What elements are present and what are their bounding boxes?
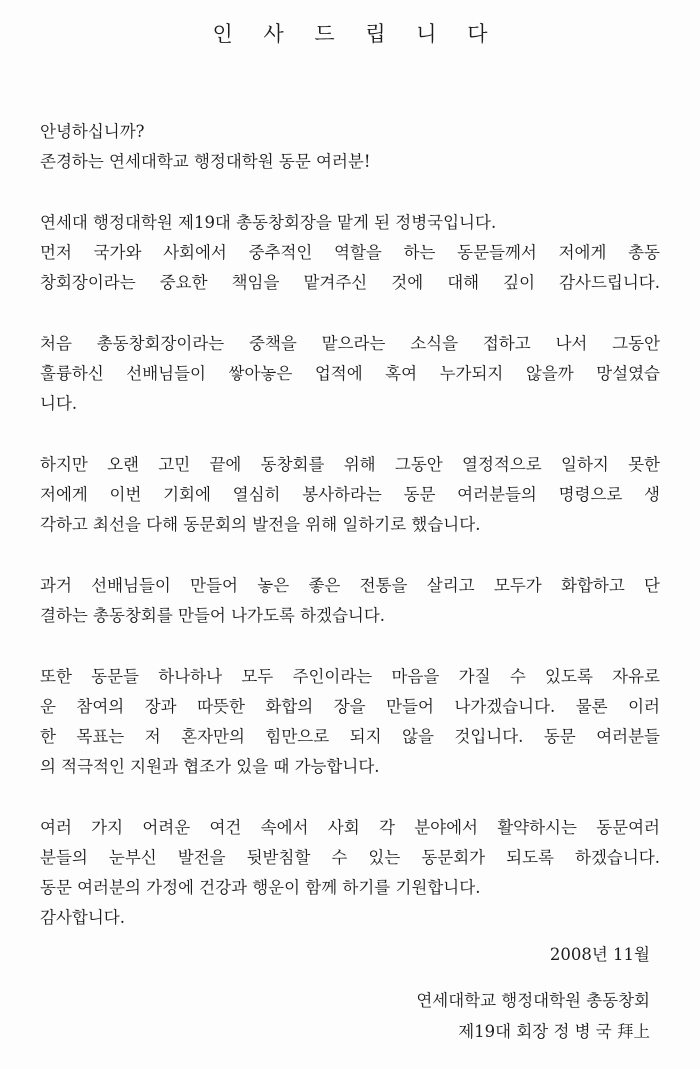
- paragraph-line: 창회장이라는 중요한 책임을 맡겨주신 것에 대해 깊이 감사드립니다.: [40, 273, 660, 292]
- greeting-line: 안녕하십니까?: [40, 122, 145, 141]
- letter-body: [40, 117, 660, 933]
- salutation-line: 존경하는 연세대학교 행정대학원 동문 여러분!: [40, 152, 371, 171]
- paragraph-line: 니다.: [40, 394, 78, 413]
- paragraph-line: 운 참여의 장과 따뜻한 화합의 장을 만들어 나가겠습니다. 물론 이러: [40, 697, 660, 716]
- paragraph-line: 저에게 이번 기회에 열심히 봉사하라는 동문 여러분들의 명령으로 생: [40, 485, 660, 504]
- letter-date: 2008년 11월: [549, 945, 650, 964]
- paragraph-line: 연세대 행정대학원 제19대 총동창회장을 맡게 된 정병국입니다.: [40, 213, 497, 232]
- letter-title: 인 사 드 립 니 다: [212, 22, 500, 46]
- paragraph-line: 각하고 최선을 다해 동문회의 발전을 위해 일하기로 했습니다.: [40, 515, 481, 534]
- paragraph-line: 과거 선배님들이 만들어 놓은 좋은 전통을 살리고 모두가 화합하고 단: [40, 576, 660, 595]
- paragraph-line: 훌륭하신 선배님들이 쌓아놓은 업적에 혹여 누가되지 않을까 망설였습: [40, 364, 660, 383]
- paragraph-line: 여러 가지 어려운 여건 속에서 사회 각 분야에서 활약하시는 동문여러: [40, 818, 660, 837]
- paragraph-line: 처음 총동창회장이라는 중책을 맡으라는 소식을 접하고 나서 그동안: [40, 334, 660, 353]
- paragraph-line: 결하는 총동창회를 만들어 나가도록 하겠습니다.: [40, 606, 386, 625]
- paragraph-line: 하지만 오랜 고민 끝에 동창회를 위해 그동안 열정적으로 일하지 못한: [40, 455, 660, 474]
- paragraph-line: 또한 동문들 하나하나 모두 주인이라는 마음을 가질 수 있도록 자유로: [40, 667, 660, 686]
- paragraph-line: 의 적극적인 지원과 협조가 있을 때 가능합니다.: [40, 757, 380, 776]
- signer-line: 제19대 회장 정 병 국 拜上: [458, 1022, 650, 1041]
- paragraph-line: 분들의 눈부신 발전을 뒷받침할 수 있는 동문회가 되도록 하겠습니다.: [40, 848, 660, 867]
- paragraph-line: 감사합니다.: [40, 908, 125, 927]
- paragraph-line: 한 목표는 저 혼자만의 힘만으로 되지 않을 것입니다. 동문 여러분들: [40, 727, 660, 746]
- organization-name: 연세대학교 행정대학원 총동창회: [416, 991, 650, 1010]
- paragraph-line: 동문 여러분의 가정에 건강과 행운이 함께 하기를 기원합니다.: [40, 878, 481, 897]
- paragraph-line: 먼저 국가와 사회에서 중추적인 역할을 하는 동문들께서 저에게 총동: [40, 243, 660, 262]
